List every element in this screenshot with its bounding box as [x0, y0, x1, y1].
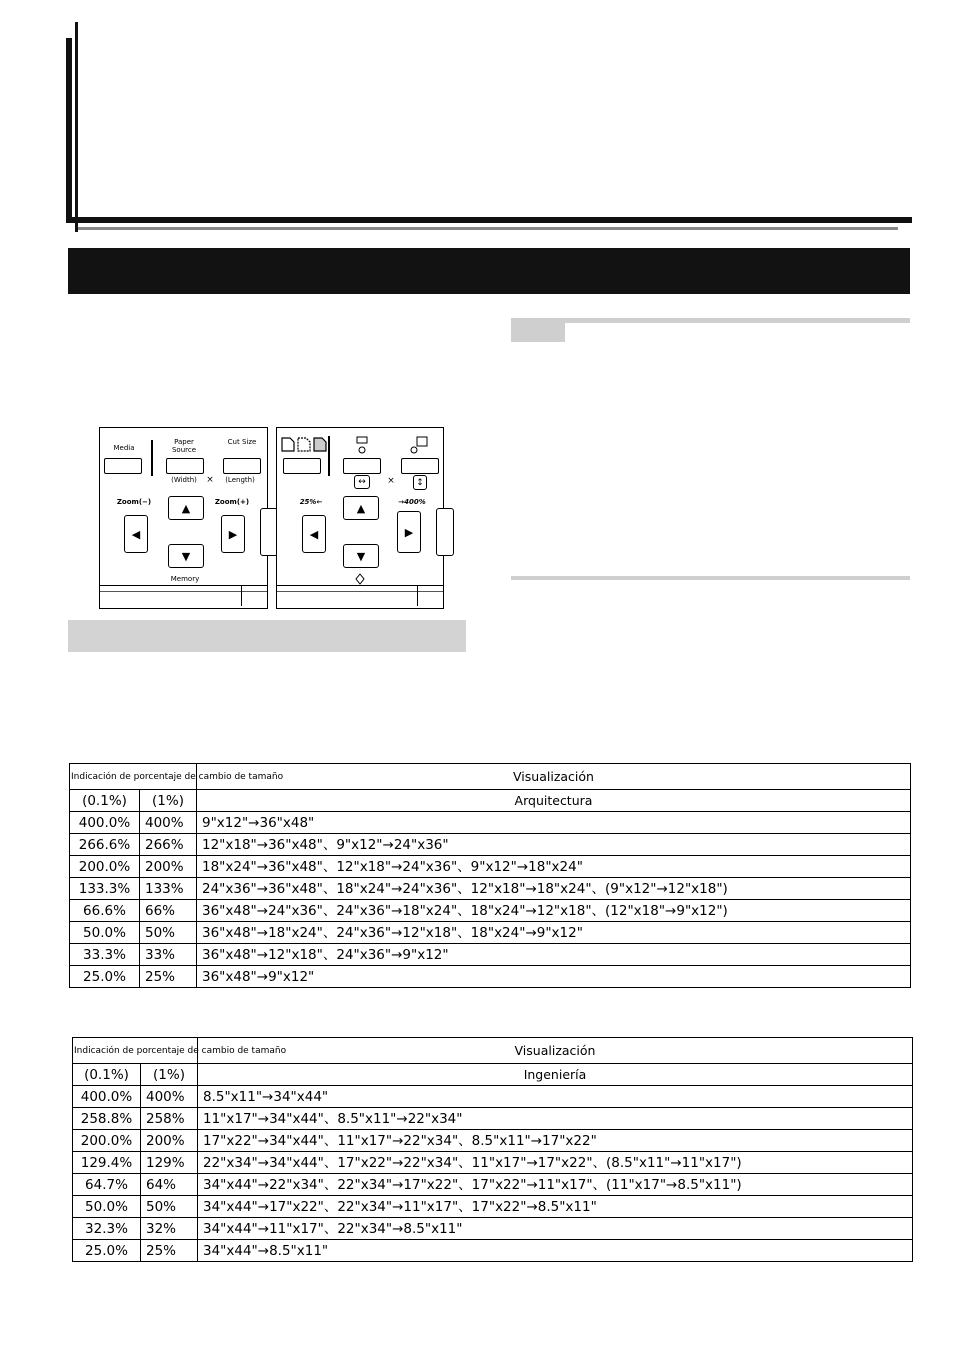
panel-tick	[241, 586, 242, 606]
table-row	[73, 1152, 913, 1174]
percent-1-cell: 32%	[141, 1218, 198, 1240]
display-cell: 34"x44"→17"x22"、22"x34"→11"x17"、17"x22"→8.5"x11"	[198, 1196, 913, 1218]
display-cell: 11"x17"→34"x44"、8.5"x11"→22"x34"	[198, 1108, 913, 1130]
display-cell: 9"x12"→36"x48"	[197, 812, 911, 834]
left-arrow-icon: ◀	[309, 527, 319, 541]
left-arrow-button[interactable]	[302, 515, 326, 553]
display-cell: 18"x24"→36"x48"、12"x18"→24"x36"、9"x12"→18"x24"	[197, 856, 911, 878]
zoom-max-label: →400%	[398, 498, 426, 506]
percent-0.1-cell: 50.0%	[70, 922, 140, 944]
percent-0.1-cell: 133.3%	[70, 878, 140, 900]
display-cell: 36"x48"→18"x24"、24"x36"→12"x18"、18"x24"→9"x12"	[197, 922, 911, 944]
percent-1-cell: 33%	[140, 944, 197, 966]
subsection-heading-band	[68, 620, 466, 652]
percent-0.1-cell: 266.6%	[70, 834, 140, 856]
percent-1-cell: 50%	[141, 1196, 198, 1218]
width-icon: ↔	[354, 475, 370, 489]
panel-tick	[417, 586, 418, 606]
table-header-row	[73, 1038, 913, 1064]
percent-1-cell: 400%	[140, 812, 197, 834]
zoom-plus-label: Zoom(+)	[214, 498, 250, 506]
table-row	[70, 856, 911, 878]
percent-0.1-cell: 64.7%	[73, 1174, 141, 1196]
display-cell: 17"x22"→34"x44"、11"x17"→22"x34"、8.5"x11"→17"x22"	[198, 1130, 913, 1152]
right-arrow-button[interactable]	[397, 511, 421, 553]
percent-1-cell: 133%	[140, 878, 197, 900]
zoom-minus-label: Zoom(−)	[116, 498, 152, 506]
zoom-button[interactable]	[401, 458, 439, 474]
table-header-row	[70, 764, 911, 790]
display-cell: 24"x36"→36"x48"、18"x24"→24"x36"、12"x18"→18"x24"、(9"x12"→12"x18")	[197, 878, 911, 900]
frame-horizontal-line	[78, 227, 898, 230]
memory-icon	[354, 573, 366, 585]
table-row	[70, 834, 911, 856]
percent-1-cell: 266%	[140, 834, 197, 856]
partial-button	[436, 508, 454, 556]
right-arrow-button[interactable]	[221, 515, 245, 553]
percent-1-cell: 64%	[141, 1174, 198, 1196]
category-header: Ingeniería	[198, 1064, 913, 1086]
times-label: ×	[387, 476, 395, 486]
col-1-header: (1%)	[140, 790, 197, 812]
visualizacion-header: Visualización	[198, 1038, 913, 1064]
table-row	[73, 1196, 913, 1218]
visualizacion-header: Visualización	[197, 764, 911, 790]
length-label: (Length)	[225, 476, 255, 484]
table-subheader-row	[73, 1064, 913, 1086]
note-bottom-rule	[511, 576, 910, 580]
original-icon	[355, 436, 369, 456]
frame-vertical-line	[75, 22, 78, 232]
percent-0.1-cell: 25.0%	[73, 1240, 141, 1262]
length-icon: ↕	[413, 475, 427, 490]
table-row	[70, 922, 911, 944]
media-label: Media	[113, 444, 135, 452]
paper-source-label: Paper Source	[171, 438, 197, 454]
note-tab	[511, 318, 565, 342]
display-cell: 36"x48"→24"x36"、24"x36"→18"x24"、18"x24"→12"x18"、(12"x18"→9"x12")	[197, 900, 911, 922]
architecture-table	[69, 763, 911, 988]
table-row	[73, 1218, 913, 1240]
times-label: ×	[206, 475, 214, 485]
percent-0.1-cell: 129.4%	[73, 1152, 141, 1174]
percent-0.1-cell: 25.0%	[70, 966, 140, 988]
section-heading-band	[68, 248, 910, 294]
header-label: Indicación de porcentaje de cambio de tamaño	[73, 1038, 198, 1064]
percent-0.1-cell: 32.3%	[73, 1218, 141, 1240]
table-row	[70, 966, 911, 988]
right-arrow-icon: ▶	[228, 527, 238, 541]
category-header: Arquitectura	[197, 790, 911, 812]
percent-0.1-cell: 66.6%	[70, 900, 140, 922]
percent-1-cell: 258%	[141, 1108, 198, 1130]
table-row	[70, 944, 911, 966]
display-cell: 34"x44"→11"x17"、22"x34"→8.5"x11"	[198, 1218, 913, 1240]
zoom-min-label: 25%←	[299, 498, 323, 506]
percent-1-cell: 200%	[141, 1130, 198, 1152]
percent-0.1-cell: 200.0%	[70, 856, 140, 878]
up-arrow-icon: ▲	[181, 501, 191, 515]
original-button[interactable]	[343, 458, 381, 474]
panel-line	[277, 591, 443, 592]
display-cell: 8.5"x11"→34"x44"	[198, 1086, 913, 1108]
percent-1-cell: 25%	[141, 1240, 198, 1262]
cut-size-label: Cut Size	[227, 438, 257, 446]
frame-horizontal-bar	[66, 217, 912, 223]
table-row	[70, 878, 911, 900]
display-cell: 36"x48"→12"x18"、24"x36"→9"x12"	[197, 944, 911, 966]
paper-source-button[interactable]	[166, 458, 204, 474]
up-arrow-icon: ▲	[356, 501, 366, 515]
display-cell: 36"x48"→9"x12"	[197, 966, 911, 988]
note-top-rule	[511, 318, 910, 323]
col-1-header: (1%)	[141, 1064, 198, 1086]
table-row	[73, 1108, 913, 1130]
percent-1-cell: 25%	[140, 966, 197, 988]
percent-0.1-cell: 400.0%	[70, 812, 140, 834]
table-row	[70, 812, 911, 834]
down-arrow-button[interactable]	[168, 544, 204, 568]
percent-1-cell: 66%	[140, 900, 197, 922]
control-panel-illustration-a	[99, 427, 268, 609]
frame-vertical-bar	[66, 38, 72, 222]
percent-0.1-cell: 50.0%	[73, 1196, 141, 1218]
copy-mode-icon	[280, 436, 328, 452]
divider	[151, 440, 153, 476]
percent-0.1-cell: 200.0%	[73, 1130, 141, 1152]
up-arrow-button[interactable]	[343, 496, 379, 520]
display-cell: 34"x44"→8.5"x11"	[198, 1240, 913, 1262]
left-arrow-button[interactable]	[124, 515, 148, 553]
percent-0.1-cell: 33.3%	[70, 944, 140, 966]
percent-1-cell: 50%	[140, 922, 197, 944]
col-0.1-header: (0.1%)	[70, 790, 140, 812]
percent-1-cell: 400%	[141, 1086, 198, 1108]
memory-label: Memory	[170, 575, 200, 583]
header-label: Indicación de porcentaje de cambio de tamaño	[70, 764, 197, 790]
down-arrow-icon: ▼	[181, 549, 191, 563]
width-label: (Width)	[171, 476, 197, 484]
left-arrow-icon: ◀	[131, 527, 141, 541]
table-row	[73, 1086, 913, 1108]
panel-line	[277, 585, 443, 586]
col-0.1-header: (0.1%)	[73, 1064, 141, 1086]
display-cell: 12"x18"→36"x48"、9"x12"→24"x36"	[197, 834, 911, 856]
zoom-icon	[409, 436, 429, 456]
percent-0.1-cell: 400.0%	[73, 1086, 141, 1108]
down-arrow-icon: ▼	[356, 549, 366, 563]
percent-0.1-cell: 258.8%	[73, 1108, 141, 1130]
up-arrow-button[interactable]	[168, 496, 204, 520]
cut-size-button[interactable]	[223, 458, 261, 474]
engineering-table	[72, 1037, 913, 1262]
down-arrow-button[interactable]	[343, 544, 379, 568]
divider	[328, 436, 330, 476]
table-row	[73, 1240, 913, 1262]
table-subheader-row	[70, 790, 911, 812]
display-cell: 22"x34"→34"x44"、17"x22"→22"x34"、11"x17"→17"x22"、(8.5"x11"→11"x17")	[198, 1152, 913, 1174]
media-button[interactable]	[104, 458, 142, 474]
control-panel-illustration-b	[276, 427, 444, 609]
display-cell: 34"x44"→22"x34"、22"x34"→17"x22"、17"x22"→11"x17"、(11"x17"→8.5"x11")	[198, 1174, 913, 1196]
percent-1-cell: 129%	[141, 1152, 198, 1174]
table-row	[73, 1174, 913, 1196]
right-arrow-icon: ▶	[404, 525, 414, 539]
percent-1-cell: 200%	[140, 856, 197, 878]
table-row	[73, 1130, 913, 1152]
table-row	[70, 900, 911, 922]
mode-button[interactable]	[283, 458, 321, 474]
